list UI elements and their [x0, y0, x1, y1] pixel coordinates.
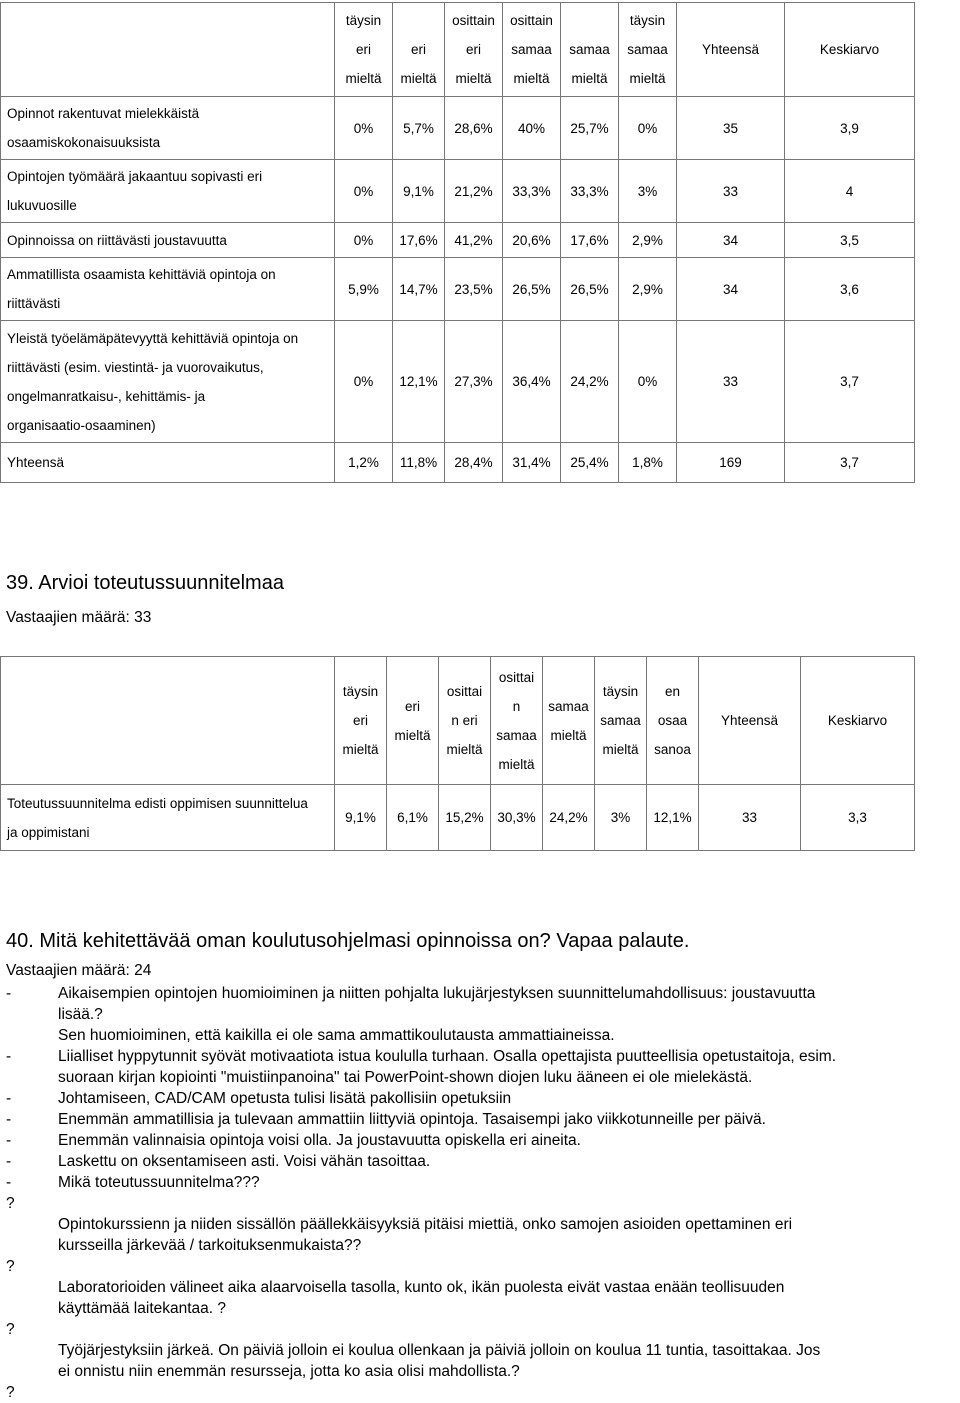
header-line: eri [352, 713, 368, 728]
header-line: eri [410, 42, 426, 57]
question-39-title: 39. Arvioi toteutussuunnitelmaa [6, 572, 284, 594]
header-line: mieltä [394, 727, 431, 743]
table-cell: 0% [335, 223, 393, 258]
feedback-marker: ? [6, 1321, 15, 1338]
table-cell: 41,2% [445, 223, 503, 258]
column-header [699, 657, 801, 785]
table-row [1, 321, 915, 443]
column-header [387, 657, 439, 785]
row-label [1, 321, 335, 443]
row-label-line: Opinnoissa on riittävästi joustavuutta [7, 232, 227, 248]
table-cell: 2,9% [619, 258, 677, 321]
table-cell: 3,6 [785, 258, 915, 321]
question-40-respondents: Vastaajien määrä: 24 [6, 962, 152, 979]
table-cell: 11,8% [393, 443, 445, 483]
question-40-title: 40. Mitä kehitettävää oman koulutusohjelmasi opinnoissa on? Vapaa palaute. [6, 930, 690, 952]
row-label-line: Toteutussuunnitelma edisti oppimisen suunnittelua [7, 795, 308, 811]
header-line: mieltä [400, 71, 437, 86]
column-header [491, 657, 543, 785]
feedback-item [6, 1046, 956, 1088]
feedback-item [6, 1193, 956, 1256]
header-line: mieltä [342, 742, 379, 757]
row-label-line: lukuvuosille [7, 198, 77, 213]
table-cell: 28,6% [445, 97, 503, 160]
table-cell: 24,2% [543, 785, 595, 851]
header-line: sanoa [654, 742, 691, 757]
feedback-line: Opintokurssienn ja niiden sissällön päällekkäisyyksiä pitäisi miettiä, onko samojen asioiden opettaminen eri [58, 1216, 793, 1233]
header-line: täysin [345, 13, 382, 28]
header-line: samaa [548, 698, 589, 714]
table-cell: 28,4% [445, 443, 503, 483]
header-line: osittain [452, 13, 495, 28]
feedback-item [6, 1256, 956, 1319]
feedback-line: Laskettu on oksentamiseen asti. Voisi vähän tasoittaa. [58, 1153, 431, 1170]
column-header [335, 657, 387, 785]
table-cell: 1,2% [335, 443, 393, 483]
table-cell: 0% [335, 160, 393, 223]
header-line [1, 6, 334, 35]
table-cell: 34 [677, 258, 785, 321]
feedback-marker: - [6, 1174, 12, 1191]
feedback-marker: ? [6, 1384, 15, 1401]
header-line: Keskiarvo [819, 42, 880, 57]
feedback-line: lisää.? [58, 1006, 103, 1023]
header-line: eri [404, 698, 420, 714]
feedback-line [58, 1256, 956, 1277]
header-line [785, 6, 914, 35]
table-cell: 0% [335, 97, 393, 160]
table-cell: 3% [619, 160, 677, 223]
table-cell: 0% [335, 321, 393, 443]
table-cell: 4 [785, 160, 915, 223]
column-header [393, 3, 445, 97]
table-2-body [1, 657, 915, 851]
table-cell: 1,8% [619, 443, 677, 483]
column-header [1, 3, 335, 97]
table-cell: 17,6% [393, 223, 445, 258]
table-cell: 0% [619, 321, 677, 443]
table-cell: 40% [503, 97, 561, 160]
column-header [1, 657, 335, 785]
row-label [1, 443, 335, 483]
table-row [1, 258, 915, 321]
feedback-line [58, 1382, 956, 1403]
row-label [1, 223, 335, 258]
feedback-line: Liialliset hyppytunnit syövät motivaatiota istua koululla turhaan. Osalla opettajista puutteellisia opetustaitoja, esim. [58, 1048, 837, 1065]
header-line: Yhteensä [720, 713, 779, 728]
column-header [561, 3, 619, 97]
table-cell: 31,4% [503, 443, 561, 483]
header-line: osittai [498, 669, 535, 685]
header-line: Yhteensä [701, 42, 760, 57]
table-cell: 2,9% [619, 223, 677, 258]
table-cell: 33,3% [503, 160, 561, 223]
table-cell: 27,3% [445, 321, 503, 443]
header-line: mieltä [629, 71, 666, 86]
row-label [1, 785, 335, 851]
feedback-item [6, 1088, 956, 1109]
table-cell: 0% [619, 97, 677, 160]
row-label [1, 258, 335, 321]
row-label-line: riittävästi [7, 296, 61, 311]
feedback-line [58, 1193, 956, 1214]
feedback-marker: - [6, 985, 12, 1002]
feedback-item [6, 1109, 956, 1130]
column-header [335, 3, 393, 97]
column-header [503, 3, 561, 97]
feedback-line: käyttämää laitekantaa. ? [58, 1300, 227, 1317]
row-label-line: Yleistä työelämäpätevyyttä kehittäviä opintoja on [7, 330, 299, 346]
table-cell: 12,1% [647, 785, 699, 851]
header-line: täysin [629, 13, 666, 28]
table-row [1, 443, 915, 483]
feedback-line: Aikaisempien opintojen huomioiminen ja niitten pohjalta lukujärjestyksen suunnittelumahdollisuus: joustavuutta [58, 985, 816, 1002]
table-row [1, 97, 915, 160]
feedback-line: Laboratorioiden välineet aika alaarvoisella tasolla, kunto ok, ikän puolesta eivät vastaa enään teollisuuden [58, 1279, 785, 1296]
header-line: mieltä [571, 71, 608, 86]
survey-table-2 [0, 656, 915, 851]
row-label [1, 160, 335, 223]
column-header [647, 657, 699, 785]
row-label-line: riittävästi (esim. viestintä- ja vuorovaikutus, [7, 359, 264, 375]
header-line [393, 6, 444, 35]
header-line: osittai [446, 684, 483, 699]
feedback-line: kursseilla järkevää / tarkoituksenmukaista?? [58, 1237, 362, 1254]
feedback-line: Enemmän ammatillisia ja tulevaan ammattiin liittyviä opintoja. Tasaisempi jako viikkotunneille per päivä. [58, 1111, 766, 1128]
row-label-line: organisaatio-osaaminen) [7, 417, 156, 433]
header-line [561, 6, 618, 35]
header-line: täysin [342, 684, 379, 699]
feedback-line: ei onnistu niin enemmän resursseja, jotta ko asia olisi mahdollista.? [58, 1363, 520, 1380]
header-line: eri [465, 42, 481, 57]
header-line: samaa [627, 42, 668, 57]
table-cell: 33,3% [561, 160, 619, 223]
feedback-item [6, 1382, 956, 1403]
header-line: mieltä [602, 742, 639, 757]
column-header [619, 3, 677, 97]
table-cell: 9,1% [335, 785, 387, 851]
table-cell: 26,5% [503, 258, 561, 321]
feedback-line: Työjärjestyksiin järkeä. On päiviä jolloin ei koulua ollenkaan ja päiviä jolloin on koulua 11 tuntia, tasoittakaa. Jos [58, 1342, 821, 1359]
header-line: samaa [600, 713, 641, 728]
header-line: mieltä [550, 727, 587, 743]
table-cell: 25,7% [561, 97, 619, 160]
header-line: n [512, 698, 521, 714]
header-line: täysin [602, 684, 639, 699]
feedback-marker: - [6, 1111, 12, 1128]
header-line: n eri [451, 713, 478, 728]
feedback-marker: - [6, 1153, 12, 1170]
table-cell: 15,2% [439, 785, 491, 851]
row-label-line: Ammatillista osaamista kehittäviä opintoja on [7, 267, 276, 282]
survey-table-1 [0, 2, 915, 483]
table-cell: 12,1% [393, 321, 445, 443]
feedback-marker: ? [6, 1195, 15, 1212]
table-1-body [1, 3, 915, 483]
table-cell: 26,5% [561, 258, 619, 321]
column-header [595, 657, 647, 785]
header-line [677, 6, 784, 35]
row-label [1, 97, 335, 160]
header-line [677, 64, 784, 93]
table-cell: 30,3% [491, 785, 543, 851]
header-line: mieltä [446, 742, 483, 757]
header-line: osaa [657, 713, 688, 728]
table-cell: 9,1% [393, 160, 445, 223]
table-cell: 5,9% [335, 258, 393, 321]
feedback-line: Enemmän valinnaisia opintoja voisi olla. Ja joustavuutta opiskella eri aineita. [58, 1132, 581, 1149]
feedback-line [58, 1319, 956, 1340]
column-header [439, 657, 491, 785]
row-label-line: ongelmanratkaisu-, kehittämis- ja [7, 388, 206, 404]
feedback-line: Johtamiseen, CAD/CAM opetusta tulisi lisätä pakollisiin opetuksiin [58, 1090, 512, 1107]
table-cell: 33 [677, 160, 785, 223]
header-line: eri [355, 42, 371, 57]
header-line [785, 64, 914, 93]
header-row [1, 657, 915, 785]
header-line: en [664, 684, 681, 699]
table-cell: 6,1% [387, 785, 439, 851]
feedback-item [6, 1130, 956, 1151]
table-cell: 21,2% [445, 160, 503, 223]
table-cell: 25,4% [561, 443, 619, 483]
table-cell: 34 [677, 223, 785, 258]
feedback-item [6, 1151, 956, 1172]
table-row [1, 223, 915, 258]
header-line: samaa [569, 42, 610, 57]
header-line [1, 64, 334, 93]
header-line: mieltä [513, 71, 550, 86]
row-label-line: Opinnot rakentuvat mielekkäistä [7, 106, 200, 121]
feedback-item [6, 1319, 956, 1382]
column-header [677, 3, 785, 97]
table-cell: 24,2% [561, 321, 619, 443]
table-cell: 14,7% [393, 258, 445, 321]
table-cell: 169 [677, 443, 785, 483]
table-cell: 33 [677, 321, 785, 443]
table-cell: 3,7 [785, 321, 915, 443]
table-cell: 33 [699, 785, 801, 851]
header-line: samaa [496, 727, 537, 743]
feedback-marker: - [6, 1048, 12, 1065]
table-cell: 3,3 [801, 785, 915, 851]
table-cell: 36,4% [503, 321, 561, 443]
feedback-list [6, 983, 956, 1403]
column-header [801, 657, 915, 785]
table-cell: 3,9 [785, 97, 915, 160]
header-line: mieltä [455, 71, 492, 86]
table-cell: 20,6% [503, 223, 561, 258]
row-label-line: Yhteensä [7, 455, 65, 470]
table-cell: 3,5 [785, 223, 915, 258]
feedback-item [6, 983, 956, 1046]
feedback-item [6, 1172, 956, 1193]
table-cell: 23,5% [445, 258, 503, 321]
row-label-line: osaamiskokonaisuuksista [7, 135, 161, 150]
feedback-line: Sen huomioiminen, että kaikilla ei ole sama ammattikoulutausta ammattiaineissa. [58, 1027, 615, 1044]
feedback-marker: - [6, 1090, 12, 1107]
question-39-respondents: Vastaajien määrä: 33 [6, 609, 152, 626]
header-line: mieltä [345, 71, 382, 86]
table-cell: 5,7% [393, 97, 445, 160]
feedback-line: Mikä toteutussuunnitelma??? [58, 1174, 260, 1191]
header-line: mieltä [498, 756, 535, 772]
table-cell: 17,6% [561, 223, 619, 258]
row-label-line: Opintojen työmäärä jakaantuu sopivasti eri [7, 169, 263, 184]
feedback-marker: ? [6, 1258, 15, 1275]
table-row [1, 785, 915, 851]
feedback-marker: - [6, 1132, 12, 1149]
header-line: Keskiarvo [827, 713, 888, 728]
table-cell: 3,7 [785, 443, 915, 483]
table-cell: 3% [595, 785, 647, 851]
column-header [543, 657, 595, 785]
row-label-line: ja oppimistani [7, 824, 90, 840]
header-line: osittain [510, 13, 553, 28]
header-row [1, 3, 915, 97]
header-line: samaa [511, 42, 552, 57]
table-row [1, 160, 915, 223]
header-line [1, 35, 334, 64]
table-cell: 35 [677, 97, 785, 160]
feedback-line: suoraan kirjan kopiointi "muistiinpanoina" tai PowerPoint-shown diojen luku ääneen ei ole mielekästä. [58, 1069, 753, 1086]
column-header [445, 3, 503, 97]
column-header [785, 3, 915, 97]
